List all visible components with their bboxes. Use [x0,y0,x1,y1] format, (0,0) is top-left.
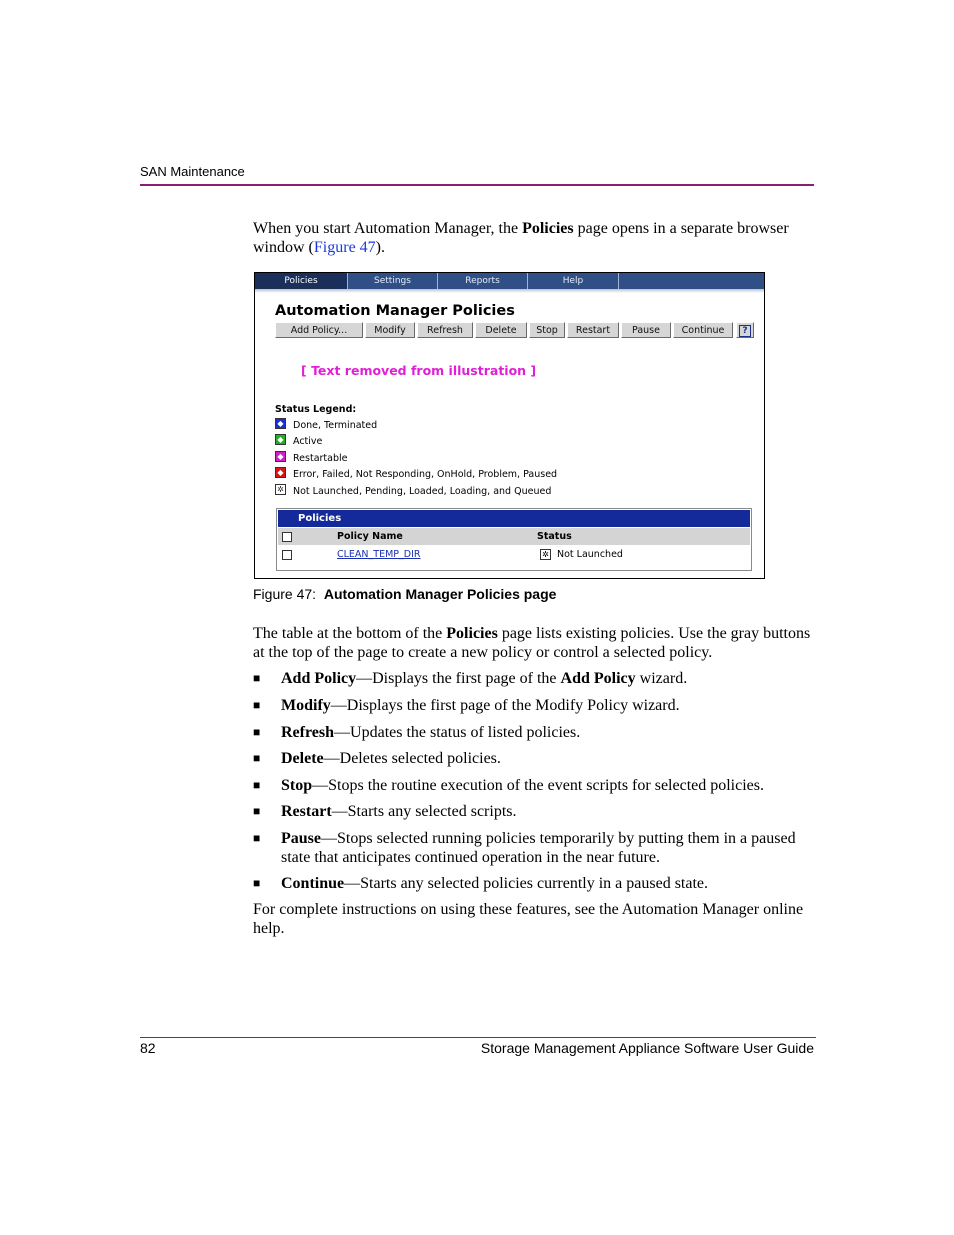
tab-bar [255,273,764,289]
table-column-headers [278,528,750,545]
policies-table-header [278,510,750,527]
policies-table [276,508,752,571]
status-value: Not Launched [557,549,623,560]
bullet-term: Modify [281,697,331,714]
figure-caption [253,586,556,602]
list-item [253,874,813,893]
status-legend-title: Status Legend: [275,404,357,415]
col-policy-name: Policy Name [337,531,403,542]
error-status-icon: ◆ [275,467,286,478]
restartable-status-icon: ◆ [275,451,286,462]
bullet-square-icon: ■ [253,751,261,765]
bullet-term: Continue [281,875,345,892]
table-title: Policies [298,513,342,524]
list-item [253,802,813,821]
automation-manager-screenshot [254,272,765,579]
bullet-term-2: Add Policy [560,670,636,687]
caption-text: Automation Manager Policies page [323,586,557,602]
para2-bold-policies: Policies [446,625,498,642]
bullet-square-icon: ■ [253,876,261,890]
stop-button[interactable]: Stop [529,322,565,338]
list-item [253,669,813,688]
delete-button[interactable]: Delete [475,322,527,338]
bullet-square-icon: ■ [253,778,261,792]
tab-help[interactable]: Help [528,273,619,289]
pause-button[interactable]: Pause [621,322,671,338]
modify-button[interactable]: Modify [365,322,415,338]
bullet-square-icon: ■ [253,725,261,739]
bullet-term: Delete [281,750,324,767]
bullet-term: Stop [281,777,313,794]
intro-paragraph [253,219,813,257]
para2-text-2: page lists existing policies. Use the gray buttons at the top of the page to create a new policy or control a selected policy. [253,625,811,661]
gear-icon: ✲ [540,549,551,560]
list-item [253,749,813,768]
figure-link[interactable]: Figure 47 [313,239,376,256]
running-head: SAN Maintenance [140,164,245,179]
closing-paragraph: For complete instructions on using these features, see the Automation Manager online help. [253,901,804,937]
legend-label: Error, Failed, Not Responding, OnHold, Problem, Paused [293,469,558,480]
intro-bold-policies: Policies [522,220,574,237]
bullet-text: —Stops selected running policies temporarily by putting them in a paused state that anticipates continued operation in the near future. [281,830,796,866]
bullet-text: —Stops the routine execution of the event scripts for selected policies. [312,777,764,794]
legend-label: Done, Terminated [293,420,378,431]
list-item [253,723,813,742]
guide-title: Storage Management Appliance Software User Guide [480,1040,814,1056]
header-rule [140,184,814,186]
tab-settings[interactable]: Settings [348,273,438,289]
help-icon: ? [739,325,751,337]
text-removed-note: [ Text removed from illustration ] [301,363,537,378]
bullet-text: —Updates the status of listed policies. [334,724,581,741]
gear-icon: ✲ [275,484,286,495]
bullet-text: —Starts any selected scripts. [331,803,517,820]
table-paragraph [253,624,813,662]
bullet-square-icon: ■ [253,831,261,845]
bullet-square-icon: ■ [253,671,261,685]
tab-reports[interactable]: Reports [438,273,528,289]
button-descriptions-list [253,669,813,893]
list-item [253,829,813,867]
legend-label: Active [293,436,323,447]
bullet-term: Refresh [281,724,335,741]
bullet-text: —Displays the first page of the Modify Policy wizard. [330,697,680,714]
intro-text-3: ). [375,239,385,256]
table-row [278,546,750,563]
help-button[interactable] [736,322,754,338]
intro-text-1: When you start Automation Manager, the [253,220,523,237]
add-policy-button[interactable]: Add Policy... [275,322,363,338]
active-status-icon: ◆ [275,434,286,445]
col-status: Status [537,531,572,542]
tab-policies[interactable]: Policies [255,273,348,289]
bullet-term: Restart [281,803,332,820]
refresh-button[interactable]: Refresh [417,322,473,338]
bullet-text: —Displays the first page of the [356,670,561,687]
para2-text-1: The table at the bottom of the [253,625,447,642]
caption-number: Figure 47: [253,586,317,602]
bullet-text: —Deletes selected policies. [323,750,501,767]
bullet-term: Pause [281,830,321,847]
page-number: 82 [140,1040,156,1056]
bullet-term: Add Policy [281,670,357,687]
bullet-text: —Starts any selected policies currently in a paused state. [344,875,709,892]
continue-button[interactable]: Continue [673,322,733,338]
bullet-square-icon: ■ [253,698,261,712]
footer-rule [140,1037,816,1038]
list-item [253,696,813,715]
bullet-square-icon: ■ [253,804,261,818]
restart-button[interactable]: Restart [567,322,619,338]
list-item [253,776,813,795]
legend-label: Restartable [293,453,348,464]
intro-text-2: page opens in a separate browser window ( [253,220,789,256]
done-status-icon: ◆ [275,418,286,429]
policy-name-link[interactable]: CLEAN_TEMP_DIR [337,549,421,560]
tab-shadow [255,289,764,293]
select-all-checkbox[interactable] [282,532,292,542]
bullet-text-2: wizard. [635,670,688,687]
page-title: Automation Manager Policies [275,303,515,319]
row-checkbox[interactable] [282,550,292,560]
legend-label: Not Launched, Pending, Loaded, Loading, and Queued [293,486,552,497]
